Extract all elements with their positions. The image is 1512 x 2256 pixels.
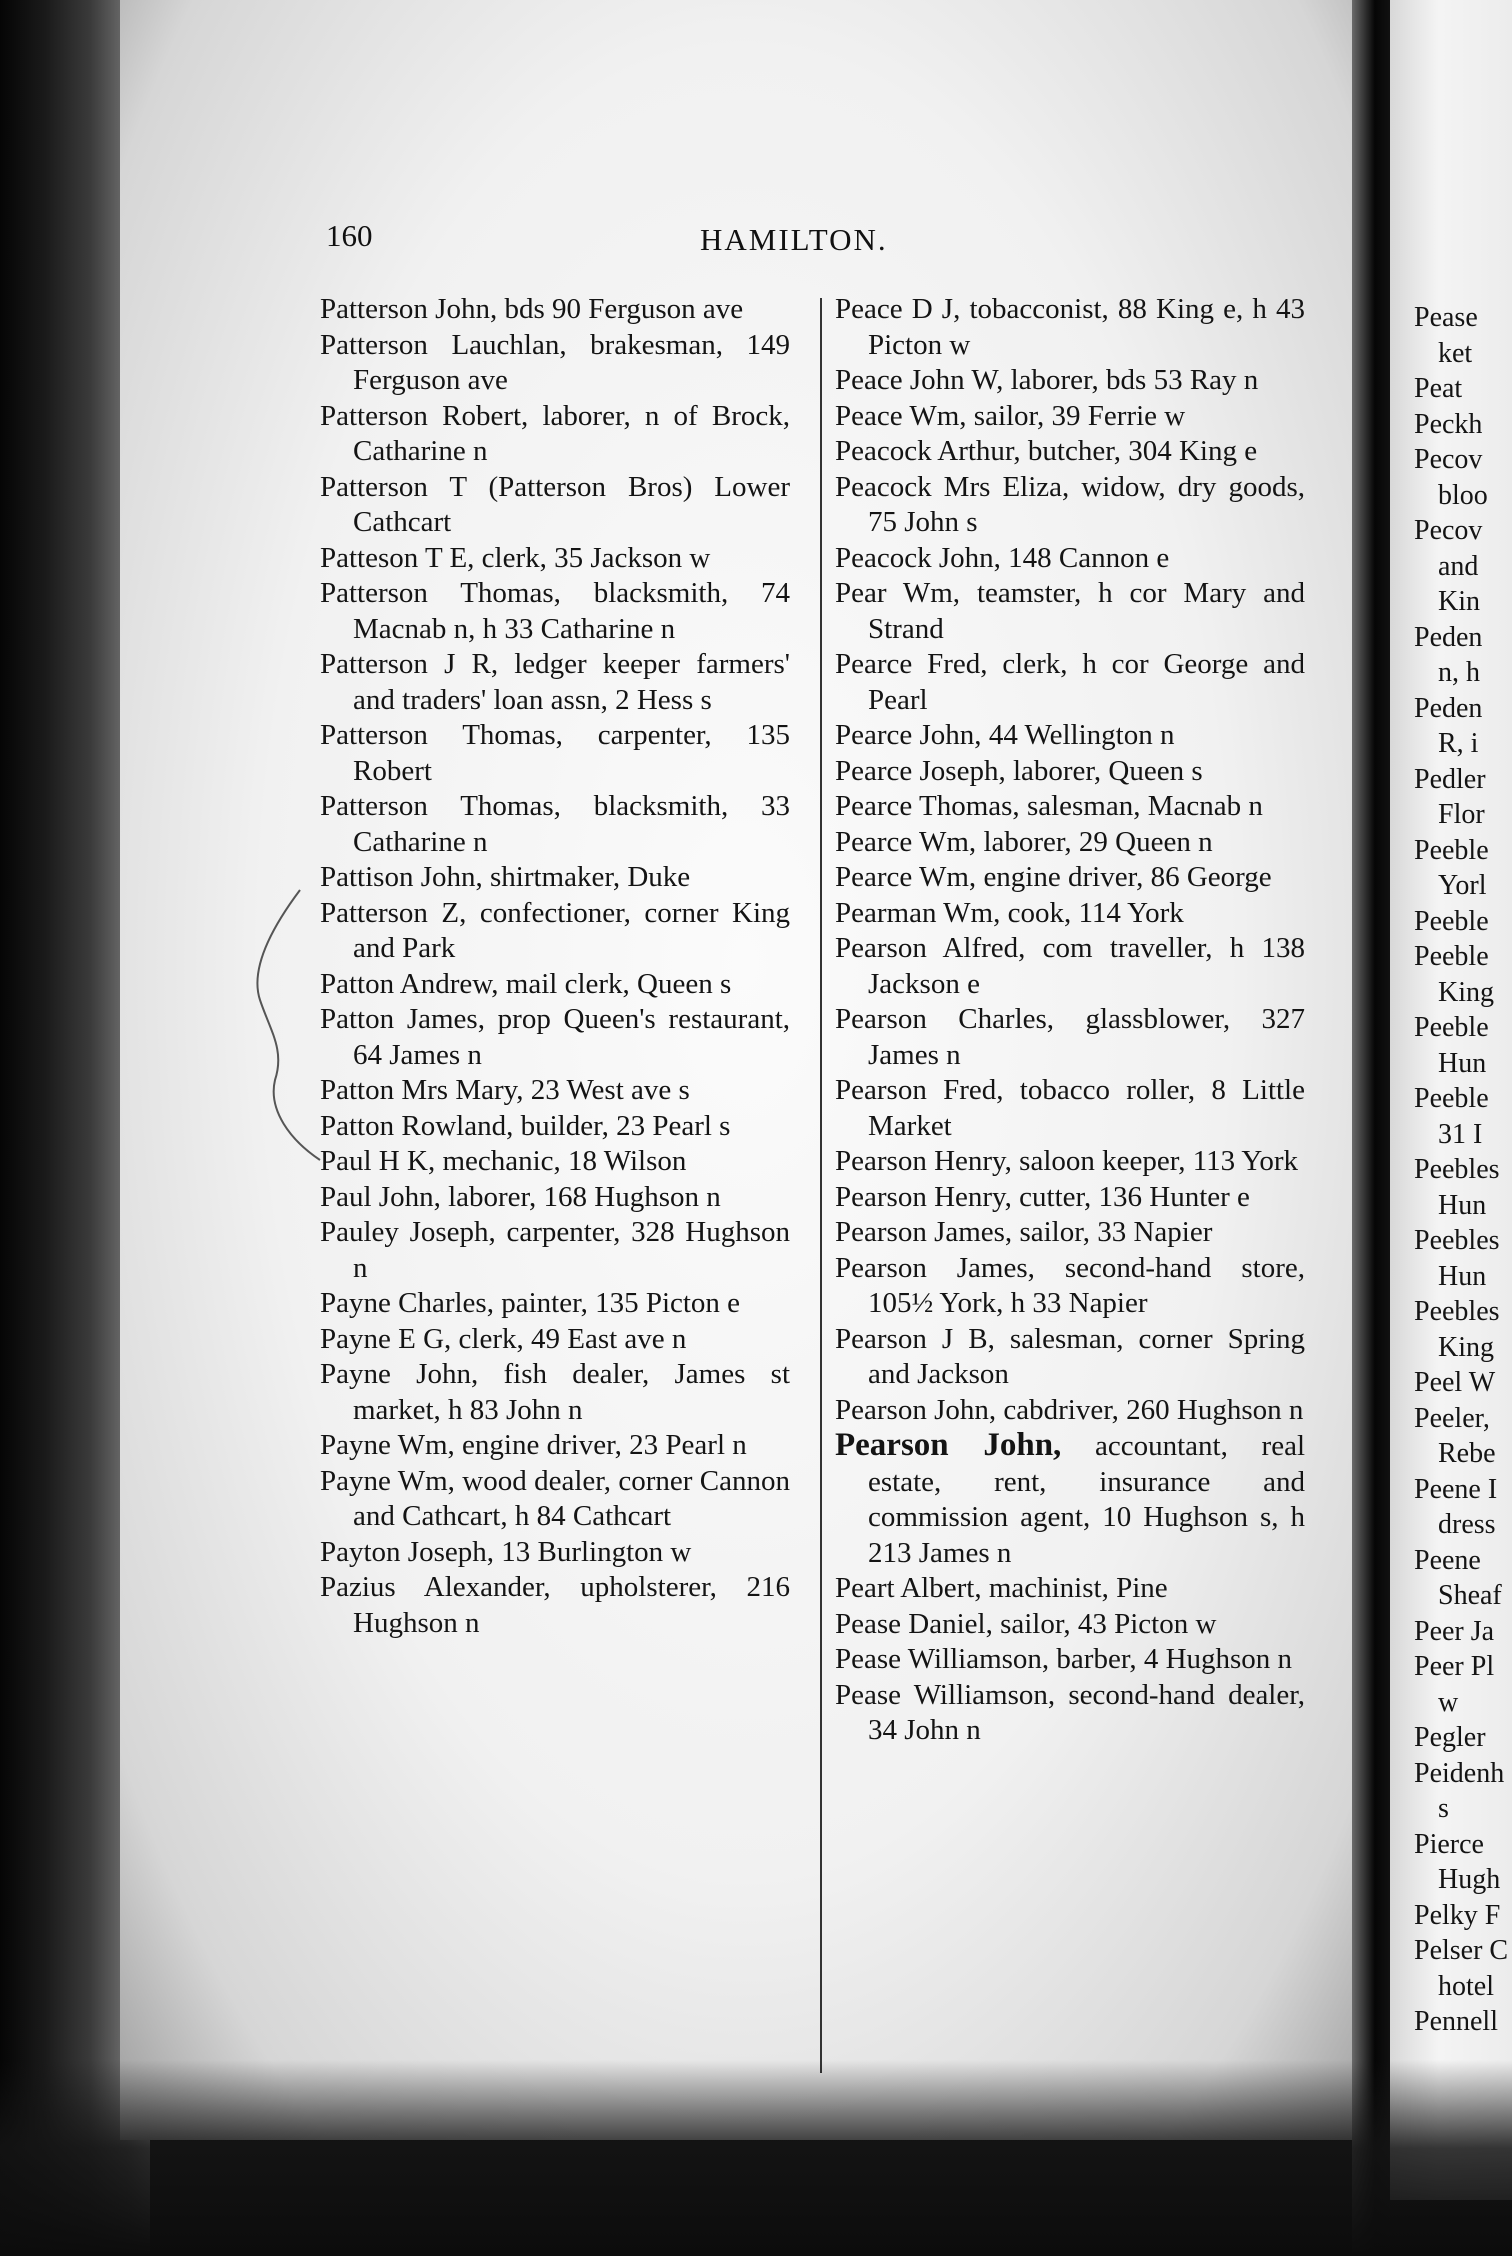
entry-name: Peart Albert, xyxy=(835,1572,982,1604)
entry-details: cutter, 136 Hunter e xyxy=(1019,1180,1250,1213)
directory-entry xyxy=(320,1286,790,1322)
entry-details: second-hand dealer, 34 John n xyxy=(868,1678,1305,1746)
entry-details: machinist, Pine xyxy=(988,1572,1168,1604)
directory-entry xyxy=(835,1642,1305,1678)
facing-page-fragment: bloo xyxy=(1438,479,1488,511)
page-number: 160 xyxy=(326,218,373,253)
entry-name: Pearman Wm, xyxy=(835,896,1001,929)
facing-page-fragment: w xyxy=(1438,1686,1459,1718)
entry-details: bds 90 Ferguson ave xyxy=(504,293,744,325)
entry-details: sailor, 43 Picton w xyxy=(1000,1607,1217,1640)
directory-entry xyxy=(835,1428,1305,1571)
entry-details: blacksmith, 33 Catharine n xyxy=(353,790,790,858)
entry-details: clerk, h cor George and Pearl xyxy=(868,648,1305,716)
entry-details: clerk, 49 East ave n xyxy=(458,1322,687,1355)
entry-name: Pearson James, xyxy=(835,1251,1035,1284)
entry-name: Pearce Wm, xyxy=(835,861,977,893)
facing-page-column xyxy=(1414,300,1512,2040)
entry-details: carpenter, 328 Hughson n xyxy=(353,1216,790,1284)
facing-page-fragment: King xyxy=(1438,1331,1494,1363)
entry-name: Patton Mrs Mary, xyxy=(320,1074,524,1106)
facing-page-fragment: Pedler xyxy=(1414,763,1486,795)
entry-name: Patterson Lauchlan, xyxy=(320,328,567,361)
facing-page-fragment: Peeble xyxy=(1414,941,1489,972)
entry-details: cook, 114 York xyxy=(1007,896,1184,929)
entry-details: salesman, corner Spring and Jackson xyxy=(868,1322,1306,1390)
entry-details: 23 West ave s xyxy=(530,1074,690,1106)
entry-details: engine driver, 86 George xyxy=(983,861,1272,893)
directory-entry xyxy=(320,1215,790,1286)
entry-name: Patton Andrew, xyxy=(320,967,499,1000)
entry-name: Pear Wm, xyxy=(835,577,961,609)
facing-page-fragment: hotel xyxy=(1438,1970,1494,2002)
directory-entry xyxy=(320,328,790,399)
pencil-bracket-mark xyxy=(230,880,350,1180)
entry-details: brakesman, 149 Ferguson ave xyxy=(353,328,790,396)
entry-details: second-hand store, 105½ York, h 33 Napier xyxy=(868,1251,1306,1319)
entry-name: Patterson John, xyxy=(320,293,498,325)
facing-page-fragment: Pennell xyxy=(1414,2006,1498,2037)
facing-page-fragment: Pecov xyxy=(1414,515,1483,546)
directory-entry xyxy=(320,541,790,577)
directory-entry xyxy=(320,399,790,470)
facing-page-fragment: dress xyxy=(1438,1509,1496,1540)
directory-entry xyxy=(835,1002,1305,1073)
facing-page-fragment: s xyxy=(1438,1793,1449,1824)
entry-name: Pearce Wm, xyxy=(835,825,977,858)
entry-name: Payne Charles, xyxy=(320,1287,494,1319)
facing-page-fragment: Pierce xyxy=(1414,1828,1484,1860)
entry-details: tobacco roller, 8 Little Market xyxy=(868,1074,1305,1142)
facing-page-fragment: Pelser C xyxy=(1414,1935,1509,1966)
entry-name: Payne Wm, xyxy=(320,1429,455,1461)
entry-details: tobacconist, 88 King e, h 43 Picton w xyxy=(868,293,1306,361)
facing-page-fragment: Sheaf xyxy=(1438,1580,1502,1611)
entry-details: saloon keeper, 113 York xyxy=(1019,1145,1299,1177)
directory-entry xyxy=(835,399,1305,435)
entry-details: laborer, 168 Hughson n xyxy=(448,1180,721,1213)
facing-page-fragment: R, i xyxy=(1438,728,1479,759)
entry-name: Pearson Charles, xyxy=(835,1003,1055,1035)
entry-name: Pearson Fred, xyxy=(835,1074,1004,1106)
entry-name: Payne E G, xyxy=(320,1322,452,1355)
facing-page-fragment: Peeble xyxy=(1414,834,1489,866)
directory-entry xyxy=(835,1607,1305,1643)
facing-page-fragment: Peeble xyxy=(1414,1083,1489,1114)
entry-details: sailor, 39 Ferrie w xyxy=(973,399,1186,432)
facing-page-fragment: Hun xyxy=(1438,1047,1487,1079)
directory-entry xyxy=(320,860,790,896)
directory-entry xyxy=(835,647,1305,718)
directory-entry xyxy=(835,1322,1305,1393)
entry-name: Pearce Thomas, xyxy=(835,790,1020,822)
entry-name: Patton James, xyxy=(320,1003,485,1035)
page-bottom-shadow xyxy=(0,2060,1512,2256)
entry-name: Pattison John, xyxy=(320,861,483,893)
directory-entry xyxy=(835,541,1305,577)
directory-entry xyxy=(835,292,1305,363)
directory-entry xyxy=(320,1109,790,1145)
directory-entry xyxy=(835,1251,1305,1322)
directory-entry xyxy=(320,1180,790,1216)
entry-details: upholsterer, 216 Hughson n xyxy=(353,1571,790,1639)
facing-page-fragment: Pelky F xyxy=(1414,1899,1501,1931)
entry-details: sailor, 33 Napier xyxy=(1019,1216,1213,1248)
entry-details: (Patterson Bros) Lower Cathcart xyxy=(353,470,790,538)
facing-page-fragment: 31 I xyxy=(1438,1118,1483,1150)
entry-details: mechanic, 18 Wilson xyxy=(442,1145,687,1177)
facing-page-fragment: Peel W xyxy=(1414,1367,1496,1398)
entry-details: accountant, real estate, rent, insurance and commission agent, 10 Hughson s, h 213 James n xyxy=(868,1430,1306,1569)
entry-details: laborer, n of Brock, Catharine n xyxy=(353,399,791,467)
entry-name: Pauley Joseph, xyxy=(320,1216,496,1248)
directory-entry xyxy=(320,470,790,541)
facing-page-fragment: Flor xyxy=(1438,799,1485,830)
entry-name: Patterson Thomas, xyxy=(320,719,563,751)
entry-name: Peacock Arthur, xyxy=(835,435,1021,467)
directory-entry xyxy=(320,789,790,860)
facing-page-fragment: Pegler xyxy=(1414,1722,1486,1753)
entry-details: painter, 135 Picton e xyxy=(501,1287,741,1319)
entry-name: Patteson T E, xyxy=(320,541,475,574)
directory-entry xyxy=(320,896,790,967)
entry-details: laborer, 29 Queen n xyxy=(983,825,1213,858)
facing-page-fragment: Kin xyxy=(1438,586,1480,617)
facing-page-fragment: Peckh xyxy=(1414,408,1483,440)
facing-page-fragment: ket xyxy=(1438,337,1473,369)
directory-entry xyxy=(320,1464,790,1535)
directory-entry xyxy=(835,789,1305,825)
entry-details: mail clerk, Queen s xyxy=(505,967,732,1000)
directory-entry xyxy=(835,1073,1305,1144)
entry-details: engine driver, 23 Pearl n xyxy=(462,1429,747,1461)
entry-details: blacksmith, 74 Macnab n, h 33 Catharine n xyxy=(353,577,790,645)
facing-page-fragment: Peer Pl xyxy=(1414,1651,1495,1682)
facing-page-fragment: Peene I xyxy=(1414,1473,1498,1505)
entry-name: Pease Williamson, xyxy=(835,1643,1050,1675)
facing-page-fragment: Peebles xyxy=(1414,1296,1500,1327)
directory-entry xyxy=(835,1678,1305,1749)
directory-entry xyxy=(835,931,1305,1002)
directory-entry xyxy=(320,292,790,328)
directory-entry xyxy=(835,825,1305,861)
entry-details: ledger keeper farmers' and traders' loan assn, 2 Hess s xyxy=(353,648,790,716)
entry-details: prop Queen's restaurant, 64 James n xyxy=(353,1003,790,1071)
facing-page-fragment: n, h xyxy=(1438,657,1480,688)
facing-page-fragment: Peden xyxy=(1414,692,1483,724)
entry-name: Pearson John, xyxy=(835,1393,997,1426)
entry-details: confectioner, corner King and Park xyxy=(353,896,790,964)
directory-entry xyxy=(320,576,790,647)
entry-name: Peace John W, xyxy=(835,364,1004,396)
directory-entry xyxy=(320,1002,790,1073)
entry-details: carpenter, 135 Robert xyxy=(353,719,790,787)
running-head: HAMILTON. xyxy=(700,222,888,257)
entry-details: butcher, 304 King e xyxy=(1027,435,1258,467)
facing-page-fragment: Peeble xyxy=(1414,905,1489,937)
entry-name: Pease Williamson, xyxy=(835,1678,1056,1711)
facing-page-fragment: Peat xyxy=(1414,373,1463,404)
directory-entry xyxy=(835,860,1305,896)
entry-name: Patterson J R, xyxy=(320,648,499,680)
entry-name: Patterson Thomas, xyxy=(320,577,561,609)
entry-details: glassblower, 327 James n xyxy=(868,1003,1305,1071)
entry-name: Paul H K, xyxy=(320,1145,436,1177)
facing-page-fragment: Peene xyxy=(1414,1544,1481,1576)
entry-details: teamster, h cor Mary and Strand xyxy=(868,577,1305,645)
directory-entry xyxy=(320,647,790,718)
entry-details: salesman, Macnab n xyxy=(1026,790,1263,822)
facing-page-fragment: Peeler, xyxy=(1414,1402,1490,1434)
entry-details: clerk, 35 Jackson w xyxy=(481,541,711,574)
directory-entry xyxy=(320,1428,790,1464)
entry-name: Peace Wm, xyxy=(835,399,967,432)
entry-details: fish dealer, James st market, h 83 John n xyxy=(353,1358,790,1426)
entry-name: Pazius Alexander, xyxy=(320,1571,551,1603)
entry-name: Pearson Henry, xyxy=(835,1180,1012,1213)
facing-page-fragment: Peebles xyxy=(1414,1225,1500,1256)
middle-column xyxy=(835,292,1305,1749)
entry-details: 13 Burlington w xyxy=(501,1535,692,1568)
facing-page-fragment: Rebe xyxy=(1438,1438,1496,1469)
entry-name: Paul John, xyxy=(320,1180,441,1213)
entry-details: laborer, Queen s xyxy=(1012,754,1203,787)
facing-page-fragment: Peden xyxy=(1414,621,1483,653)
entry-name: Payne Wm, xyxy=(320,1464,455,1497)
directory-entry xyxy=(320,1357,790,1428)
entry-name: Payne John, xyxy=(320,1358,479,1390)
facing-page-fragment: Hun xyxy=(1438,1189,1487,1221)
entry-name: Pearson Alfred, xyxy=(835,932,1026,964)
directory-entry xyxy=(835,1571,1305,1607)
directory-entry xyxy=(320,1073,790,1109)
entry-name: Pearce John, xyxy=(835,719,982,751)
directory-entry xyxy=(320,1570,790,1641)
entry-name: Patton Rowland, xyxy=(320,1109,514,1142)
entry-details: wood dealer, corner Cannon and Cathcart, h 84 Cathcart xyxy=(353,1464,791,1532)
entry-details: builder, 23 Pearl s xyxy=(520,1109,731,1142)
directory-entry xyxy=(835,1393,1305,1429)
entry-name: Pearson Henry, xyxy=(835,1145,1012,1177)
facing-page-fragment: Yorl xyxy=(1438,870,1487,901)
facing-page-fragment: Peidenh xyxy=(1414,1757,1505,1789)
directory-entry xyxy=(320,1322,790,1358)
entry-details: laborer, bds 53 Ray n xyxy=(1010,364,1259,396)
entry-name: Patterson Z, xyxy=(320,896,467,929)
facing-page-fragment: Pecov xyxy=(1414,444,1483,475)
entry-details: widow, dry goods, 75 John s xyxy=(868,470,1305,538)
directory-entry xyxy=(320,1535,790,1571)
facing-page-fragment: King xyxy=(1438,976,1494,1008)
directory-entry xyxy=(835,470,1305,541)
entry-details: 148 Cannon e xyxy=(1008,541,1170,574)
entry-name: Pearson J B, xyxy=(835,1322,995,1355)
entry-details: cabdriver, 260 Hughson n xyxy=(1003,1393,1304,1426)
entry-name: Peacock Mrs Eliza, xyxy=(835,470,1070,503)
directory-entry xyxy=(835,1144,1305,1180)
left-column xyxy=(320,292,790,1641)
entry-details: barber, 4 Hughson n xyxy=(1056,1643,1293,1675)
entry-details: 44 Wellington n xyxy=(988,719,1175,751)
facing-page-fragment: Hugh xyxy=(1438,1864,1501,1895)
directory-entry xyxy=(320,718,790,789)
facing-page-fragment: Peebles xyxy=(1414,1154,1500,1185)
facing-page-fragment: Pease xyxy=(1414,302,1478,333)
entry-name: Patterson Robert, xyxy=(320,399,529,432)
directory-entry xyxy=(835,363,1305,399)
column-divider xyxy=(820,298,822,2073)
entry-name: Patterson Thomas, xyxy=(320,790,561,822)
directory-entry xyxy=(835,896,1305,932)
entry-name: Patterson T xyxy=(320,470,467,503)
directory-entry xyxy=(835,754,1305,790)
entry-name: Pearce Fred, xyxy=(835,648,988,680)
page-gutter xyxy=(1352,0,1390,2256)
directory-entry xyxy=(835,576,1305,647)
entry-name: Pearson John, xyxy=(835,1427,1062,1463)
facing-page-fragment: Peeble xyxy=(1414,1012,1489,1043)
entry-details: com traveller, h 138 Jackson e xyxy=(868,932,1306,1000)
entry-name: Pearce Joseph, xyxy=(835,754,1006,787)
directory-entry xyxy=(320,1144,790,1180)
entry-name: Peace D J, xyxy=(835,293,961,325)
entry-name: Payton Joseph, xyxy=(320,1535,494,1568)
entry-name: Peacock John, xyxy=(835,541,1001,574)
entry-name: Pearson James, xyxy=(835,1216,1013,1248)
facing-page-fragment: Hun xyxy=(1438,1260,1487,1292)
directory-entry xyxy=(320,967,790,1003)
entry-details: shirtmaker, Duke xyxy=(490,861,691,893)
directory-entry xyxy=(835,434,1305,470)
facing-page-fragment: and xyxy=(1438,550,1479,582)
facing-page-fragment: Peer Ja xyxy=(1414,1615,1495,1647)
directory-entry xyxy=(835,1180,1305,1216)
entry-name: Pease Daniel, xyxy=(835,1607,993,1640)
directory-entry xyxy=(835,1215,1305,1251)
directory-entry xyxy=(835,718,1305,754)
